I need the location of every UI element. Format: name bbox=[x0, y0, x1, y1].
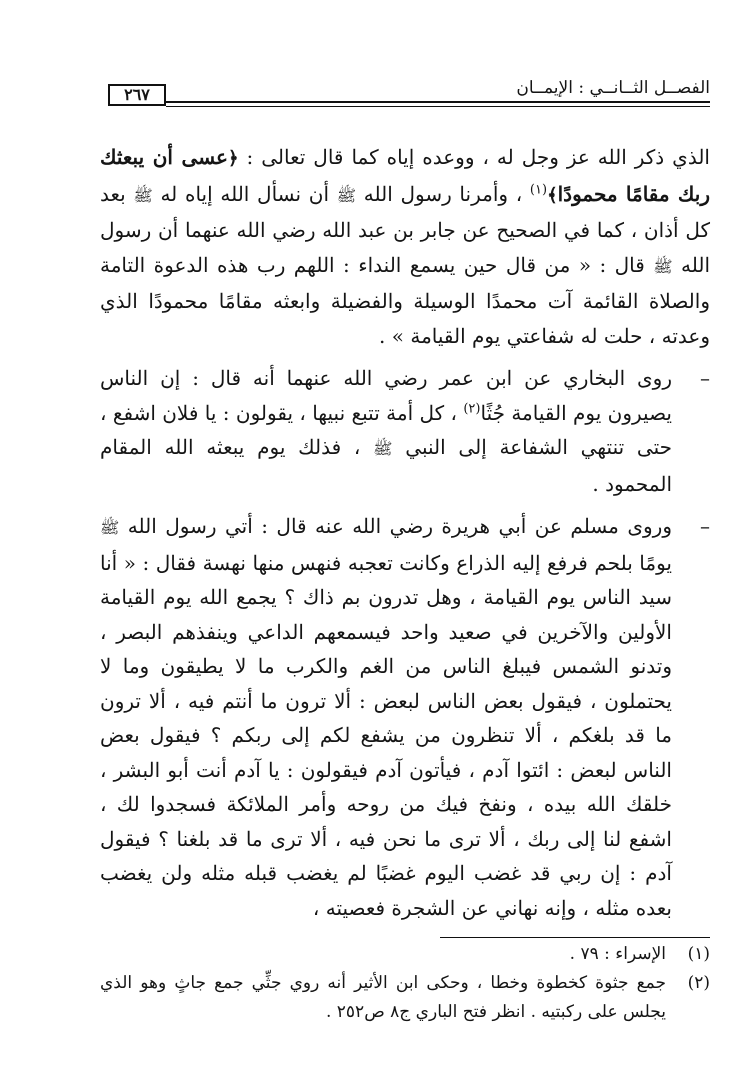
muslim-paragraph bbox=[100, 509, 710, 925]
salutation-mark: ﷺ bbox=[653, 256, 673, 276]
main-text bbox=[100, 140, 710, 925]
header-rule-thick bbox=[166, 101, 710, 103]
salutation-mark: ﷺ bbox=[100, 518, 120, 537]
bukhari-text-3: ، فذلك يوم يبعثه الله المقام المحمود . bbox=[100, 435, 672, 496]
bukhari-paragraph bbox=[100, 361, 710, 501]
bukhari-text-2: ، كل أمة تتبع نبيها ، يقولون : يا فلان اشفع ، حتى تنتهي الشفاعة إلى النبي bbox=[100, 400, 673, 459]
header-rule-thin bbox=[166, 106, 710, 107]
intro-text-2: ، وأمرنا رسول الله bbox=[356, 181, 530, 206]
intro-paragraph bbox=[100, 140, 710, 353]
muslim-text-1: وروى مسلم عن أبي هريرة رضي الله عنه قال : أتي رسول الله bbox=[119, 514, 672, 538]
footnote-text: الإسراء : ٧٩ . bbox=[569, 944, 666, 964]
list-dash: – bbox=[700, 514, 710, 538]
intro-text-4: بعد كل أذان ، كما في الصحيح عن جابر بن عبد الله رضي الله عنهما أن رسول الله bbox=[100, 181, 710, 277]
salutation-mark: ﷺ bbox=[373, 439, 393, 458]
footnote-number: (٢) bbox=[687, 973, 710, 993]
salutation-mark: ﷺ bbox=[133, 185, 153, 205]
footnote-1 bbox=[100, 940, 710, 969]
page-header bbox=[100, 74, 710, 110]
intro-text-3: أن نسأل الله إياه له bbox=[152, 181, 337, 206]
list-dash: – bbox=[700, 366, 710, 390]
verse-text: عسى أن يبعثك ربك مقامًا محمودًا bbox=[100, 145, 711, 206]
chapter-title: الفصــل الثــانــي : الإيمــان bbox=[516, 78, 710, 98]
footnotes bbox=[100, 940, 710, 1027]
footnote-ref-1: (١) bbox=[529, 181, 548, 197]
footnote-ref-2: (٢) bbox=[463, 400, 481, 416]
footnote-2 bbox=[100, 969, 710, 1027]
salutation-mark: ﷺ bbox=[336, 185, 357, 205]
footnote-separator bbox=[440, 937, 710, 938]
footnote-number: (١) bbox=[687, 944, 710, 964]
verse-open-bracket: ﴿ bbox=[228, 148, 239, 169]
footnote-text: جمع جثوة كخطوة وخطا ، وحكى ابن الأثير أنه روي جثِّي جمع جاثٍ وهو الذي يجلس على ركبتيه . انظر فتح الباري ج٨ ص٢٥٢ . bbox=[100, 973, 666, 1022]
bukhari-text-1: روى البخاري عن ابن عمر رضي الله عنهما أنه قال : إن الناس يصيرون يوم القيامة جُثًا bbox=[100, 366, 672, 425]
muslim-text-2: يومًا بلحم فرفع إليه الذراع وكانت تعجبه فنهس منها نهسة فقال : « أنا سيد الناس يوم القيامة ، وهل تدرون بم ذاك ؟ يجمع الله يوم القيامة الأولين والآخرين في صعيد واحد فيسمعهم الداعي وينفذهم البصر ، وتدنو الشمس فيبلغ الناس من الغم والكرب ما لا يطيقون وما لا يحتملون ، فيقول بعض الناس لبعض : ألا ترون ما أنتم فيه ، ألا ترون ما قد بلغكم ، ألا تنظرون من يشفع لكم إلى ربكم ؟ فيقول بعض الناس لبعض : ائتوا آدم ، فيأتون آدم فيقولون : يا آدم أنت أبو البشر ، خلقك الله بيده ، ونفخ فيك من روحه وأمر الملائكة فسجدوا لك ، اشفع لنا إلى ربك ، ألا ترى ما نحن فيه ، ألا ترى ما قد بلغنا ؟ فيقول آدم : إن ربي قد غضب اليوم غضبًا لم يغضب قبله مثله ولن يغضب بعده مثله ، وإنه نهاني عن الشجرة فعصيته ، bbox=[100, 550, 673, 920]
page-number: ٢٦٧ bbox=[108, 84, 166, 106]
intro-text-5: قال : « من قال حين يسمع النداء : اللهم رب هذه الدعوة التامة والصلاة القائمة آت محمدًا الوسيلة والفضيلة وابعثه مقامًا محمودًا الذي وعدته ، حلت له شفاعتي يوم القيامة » . bbox=[100, 252, 710, 348]
verse-close-bracket: ﴾ bbox=[547, 184, 558, 206]
intro-text-1: الذي ذكر الله عز وجل له ، ووعده إياه كما قال تعالى : bbox=[238, 145, 710, 169]
